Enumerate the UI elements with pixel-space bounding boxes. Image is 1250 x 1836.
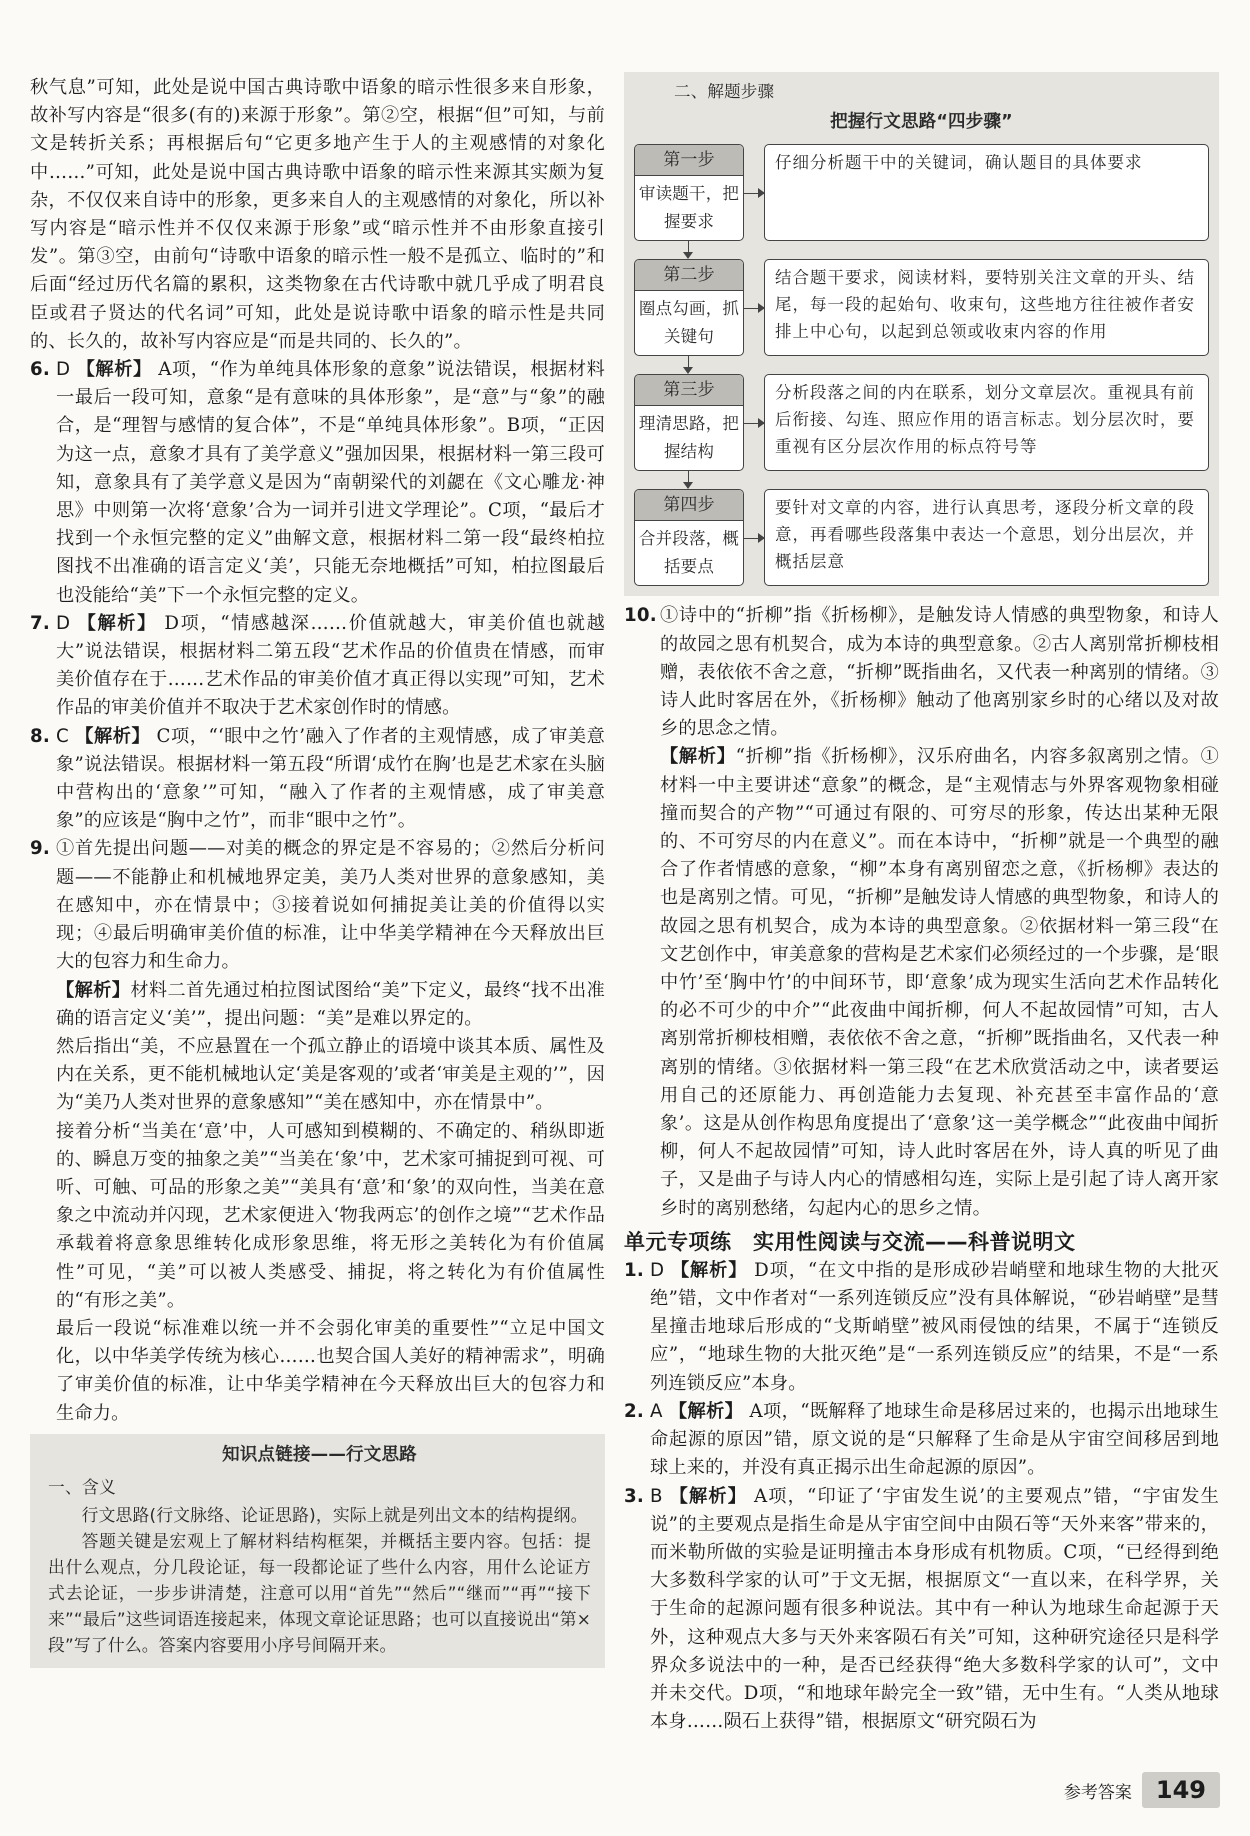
answer-body: [650, 1398, 1219, 1483]
answer-number: 1.: [624, 1259, 644, 1281]
analysis-tag: 【解析】: [75, 725, 151, 747]
answer-number: 10.: [624, 605, 657, 627]
step-name: 理清思路，把握结构: [638, 414, 740, 462]
step-label-box: [634, 144, 744, 241]
answer-number: 9.: [30, 838, 50, 860]
step-name: 合并段落，概括要点: [638, 529, 740, 577]
analysis-tag: 【解析】: [669, 1485, 748, 1507]
analysis-tag: 【解析】: [77, 612, 157, 634]
answer-number: 3.: [624, 1485, 644, 1507]
answer-number: 8.: [30, 725, 50, 747]
step-number: 第四步: [635, 490, 743, 521]
answer-choice: D: [56, 359, 71, 381]
answer-10-analysis: [624, 743, 1219, 1222]
step-row: [634, 374, 1209, 471]
answer-10: [624, 602, 1219, 743]
answer-body: [650, 1483, 1219, 1737]
step-description: 分析段落之间的内在联系，划分文章层次。重视具有前后衔接、勾连、照应作用的语言标志。划分层次时，要重视有区分层次作用的标点符号等: [764, 374, 1209, 471]
step-number: 第一步: [635, 145, 743, 176]
knowledge-paragraph: 答题关键是宏观上了解材料结构框架，并概括主要内容。包括：提出什么观点，分几段论证，每一段都论证了些什么内容，用什么论证方式去论证，一步步讲清楚，注意可以用“首先”“然后”“继而”“再”“接下来”“最后”这些词语连接起来，体现文章论证思路；也可以直接说出“第×段”写了什么。答案内容要用小序号间隔开来。: [48, 1530, 591, 1655]
answer-9: [30, 835, 605, 976]
step-label-box: [634, 374, 744, 471]
answer-body: [56, 610, 605, 723]
step-number: 第三步: [635, 375, 743, 406]
answer-body: ①诗中的“折柳”指《折杨柳》，是触发诗人情感的典型物象，和诗人的故园之思有机契合，成为本诗的典型意象。②古人离别常折柳枝相赠，表依依不舍之意，“折柳”既指曲名，又代表一种离别的情绪。③诗人此时客居在外，《折杨柳》触动了他离别家乡时的心绪以及对故乡的思念之情。: [660, 605, 1219, 740]
answer-text: A项，“作为单纯具体形象的意象”说法错误，根据材料一最后一段可知，意象“是有意味的具体形象”，是“意”与“象”的融合，是“理智与感情的复合体”，不是“单纯具体形象”。B项，“正因为这一点，意象才具有了美学意义”强加因果，根据材料一第三段可知，意象具有了美学意义是因为“南朝梁代的刘勰在《文心雕龙·神思》中则第一次将‘意象’合为一词并引进文学理论”。C项，“最后才找到一个永恒完整的定义”曲解文意，根据材料二第一段“最终柏拉图找不出准确的语言定义‘美’，只能无奈地概括”可知，柏拉图最后也没能给“美”下一个永恒完整的定义。: [56, 359, 606, 606]
analysis-tag: 【解析】: [56, 979, 131, 1001]
page-footer: [1064, 1772, 1220, 1808]
answer-text: A项，“既解释了地球生命是移居过来的，也揭示出地球生命起源的原因”错，原文说的是“只解释了生命是从宇宙空间移居到地球上来的，并没有真正揭示出生命起源的原因”。: [650, 1400, 1219, 1479]
answer-choice: C: [56, 725, 69, 747]
step-label-box: [634, 259, 744, 356]
answer-number: 2.: [624, 1400, 644, 1422]
step-description: 要针对文章的内容，进行认真思考，逐段分析文章的段意，再看哪些段落集中表达一个意思，划分出层次，并概括层意: [764, 489, 1209, 586]
answer-text: C项，“‘眼中之竹’融入了作者的主观情感，成了审美意象”说法错误。根据材料一第五段“所谓‘成竹在胸’也是艺术家在头脑中营构出的‘意象’”可知，“融入了作者的主观情感，成了审美意象”的应该是“胸中之竹”，而非“眼中之竹”。: [56, 725, 606, 832]
step-row: [634, 489, 1209, 586]
science-answer-2: [624, 1398, 1219, 1483]
step-name: 审读题干，把握要求: [638, 184, 740, 232]
answer-8: [30, 723, 605, 836]
right-arrow-icon: [744, 538, 764, 539]
left-column: [30, 74, 605, 1668]
steps-title: 把握行文思路“四步骤”: [830, 112, 1013, 133]
answer-choice: D: [56, 612, 71, 634]
right-arrow-icon: [744, 308, 764, 309]
answer-6: [30, 356, 605, 610]
answer-text: D项，“情感越深……价值就越大，审美价值也就越大”说法错误，根据材料二第五段“艺术作品的价值贵在情感，而审美价值存在于……艺术作品的审美价值才真正得以实现”可知，艺术作品的审美价值并不取决于艺术家创作时的情感。: [56, 612, 605, 719]
step-row: [634, 259, 1209, 356]
analysis-tag: 【解析】: [76, 359, 152, 381]
science-answer-1: [624, 1257, 1219, 1398]
science-answer-3: [624, 1483, 1219, 1737]
footer-label: 参考答案: [1063, 1782, 1132, 1803]
step-description: 仔细分析题干中的关键词，确认题目的具体要求: [764, 144, 1209, 241]
analysis-tag: 【解析】: [660, 746, 736, 768]
answer-choice: B: [650, 1485, 663, 1507]
step-name: 圈点勾画，抓关键句: [638, 299, 740, 347]
right-arrow-icon: [744, 423, 764, 424]
analysis-paragraph: 材料二首先通过柏拉图试图给“美”下定义，最终“找不出准确的语言定义‘美’”，提出问题：“美”是难以界定的。: [56, 979, 605, 1029]
down-arrow-icon: [634, 356, 744, 374]
q5-continuation: 秋气息”可知，此处是说中国古典诗歌中语象的暗示性很多来自形象，故补写内容是“很多(有的)来源于形象”。第②空，根据“但”可知，与前文是转折关系；再根据后句“它更多地产生于人的主观感情的对象化中……”可知，此处是说中国古典诗歌中语象的暗示性来源其实颇为复杂，不仅仅来自诗中的形象，更多来自人的主观感情的对象化，所以补写内容是“暗示性并不仅仅来源于形象”或“暗示性并不由形象直接引发”。第③空，由前句“诗歌中语象的暗示性一般不是孤立、临时的”和后面“经过历代名篇的累积，这类物象在古代诗歌中就几乎成了明君良臣或君子贤达的代名词”可知，此处是说诗歌中语象的暗示性是共同的、长久的，故补写内容应是“而是共同的、长久的”。: [30, 77, 605, 352]
analysis-paragraph: 接着分析“当美在‘意’中，人可感知到模糊的、不确定的、稍纵即逝的、瞬息万变的抽象之美”“当美在‘象’中，艺术家可捕捉到可视、可听、可触、可品的形象之美”“美具有‘意’和‘象’的双向性，当美在意象之中流动并闪现，艺术家便进入‘物我两忘’的创作之境”“艺术作品承载着将意象思维转化成形象思维，将无形之美转化为有价值属性”可见，“美”可以被人类感受、捕捉，将之转化为有价值属性的“有形之美”。: [56, 1120, 605, 1311]
analysis-tag: 【解析】: [668, 1400, 744, 1422]
knowledge-subheading: 一、含义: [48, 1476, 116, 1497]
answer-choice: A: [650, 1400, 663, 1422]
step-number: 第二步: [635, 260, 743, 291]
knowledge-paragraph: 行文思路(行文脉络、论证思路)，实际上就是列出文本的结构提纲。: [81, 1504, 588, 1525]
analysis-text: “折柳”指《折杨柳》，汉乐府曲名，内容多叙离别之情。①材料一中主要讲述“意象”的概念，是“主观情志与外界客观物象相碰撞而契合的产物”“可通过有限的、可穷尽的形象，传达出某种无限的、不可穷尽的内在意义”。而在本诗中，“折柳”就是一个典型的融合了作者情感的意象，“柳”本身有离别留恋之意，《折杨柳》表达的也是离别之情。可见，“折柳”是触发诗人情感的典型物象，和诗人的故园之思有机契合，成为本诗的典型意象。②依据材料一第三段“在文艺创作中，审美意象的营构是艺术家们必须经过的一个步骤，是‘眼中竹’至‘胸中竹’的中间环节，即‘意象’成为现实生活向艺术作品转化的必不可少的中介”“此夜曲中闻折柳，何人不起故园情”可知，古人离别常折柳枝相赠，表依依不舍之意，“折柳”既指曲名，又代表一种离别的情绪。③依据材料一第三段“在艺术欣赏活动之中，读者要运用自己的还原能力、再创造能力去复现、补充甚至丰富作品的‘意象’。这是从创作构思角度提出了‘意象’这一美学概念”“此夜曲中闻折柳，何人不起故园情”可知，诗人此时客居在外，诗人真的听见了曲子，又是曲子与诗人内心的情感相勾连，实际上是引起了诗人离开家乡时的离别愁绪，勾起内心的思乡之情。: [660, 746, 1219, 1219]
analysis-paragraph: 最后一段说“标准难以统一并不会弱化审美的重要性”“立足中国文化，以中华美学传统为核心……也契合国人美好的精神需求”，明确了审美价值的标准，让中华美学精神在今天释放出巨大的包容力和生命力。: [56, 1317, 605, 1424]
answer-body: ①首先提出问题——对美的概念的界定是不容易的；②然后分析问题——不能静止和机械地界定美，美乃人类对世界的意象感知，美在感知中，亦在情景中；③接着说如何捕捉美让美的价值得以实现；④最后明确审美价值的标准，让中华美学精神在今天释放出巨大的包容力和生命力。: [56, 838, 605, 973]
down-arrow-icon: [634, 471, 744, 489]
answer-number: 6.: [30, 359, 50, 381]
answer-body: [650, 1257, 1219, 1398]
step-label-box: [634, 489, 744, 586]
answer-7: [30, 610, 605, 723]
knowledge-link-box: [30, 1434, 605, 1668]
analysis-paragraph: 然后指出“美，不应悬置在一个孤立静止的语境中谈其本质、属性及内在关系，更不能机械地认定‘美是客观的’或者‘审美是主观的’”，因为“美乃人类对世界的意象感知”“美在感知中，亦在情景中”。: [56, 1035, 605, 1114]
steps-subheading: 二、解题步骤: [674, 82, 775, 101]
answer-body: [56, 356, 605, 610]
answer-text: A项，“印证了‘宇宙发生说’的主要观点”错，“宇宙发生说”的主要观点是指生命是从宇宙空间中由陨石等“天外来客”带来的，而米勒所做的实验是证明撞击本身形成有机物质。C项，“已经得到绝大多数科学家的认可”于文无据，根据原文“一直以来，在科学界，关于生命的起源问题有很多种说法。其中有一种认为地球生命起源于天外，这种观点大多与天外来客陨石有关”可知，这种研究途径只是科学界众多说法中的一种，是否已经获得“绝大多数科学家的认可”，文中并未交代。D项，“和地球年龄完全一致”错，无中生有。“人类从地球本身……陨石上获得”错，根据原文“研究陨石为: [650, 1485, 1219, 1733]
answer-choice: D: [650, 1259, 665, 1281]
answer-9-analysis: [30, 977, 605, 1428]
down-arrow-icon: [634, 241, 744, 259]
answer-number: 7.: [30, 612, 50, 634]
answer-text: D项，“在文中指的是形成砂岩峭壁和地球生物的大批灭绝”错，文中作者对“一系列连锁反应”没有具体解说，“砂岩峭壁”是彗星撞击地球后形成的“戈斯峭壁”被风雨侵蚀的结果，不属于“连锁反应”，“地球生物的大批灭绝”是“一系列连锁反应”的结果，不是“一系列连锁反应”本身。: [650, 1259, 1219, 1394]
step-description: 结合题干要求，阅读材料，要特别关注文章的开头、结尾，每一段的起始句、收束句，这些地方往往被作者安排上中心句，以起到总领或收束内容的作用: [764, 259, 1209, 356]
section-heading: 单元专项练 实用性阅读与交流——科普说明文: [624, 1229, 1076, 1254]
page-number: 149: [1142, 1772, 1220, 1808]
knowledge-link-title: 知识点链接——行文思路: [222, 1444, 417, 1465]
steps-box: [624, 72, 1219, 596]
answer-body: [56, 723, 605, 836]
analysis-tag: 【解析】: [670, 1259, 748, 1281]
step-row: [634, 144, 1209, 241]
right-column: [624, 72, 1219, 1736]
right-arrow-icon: [744, 193, 764, 194]
